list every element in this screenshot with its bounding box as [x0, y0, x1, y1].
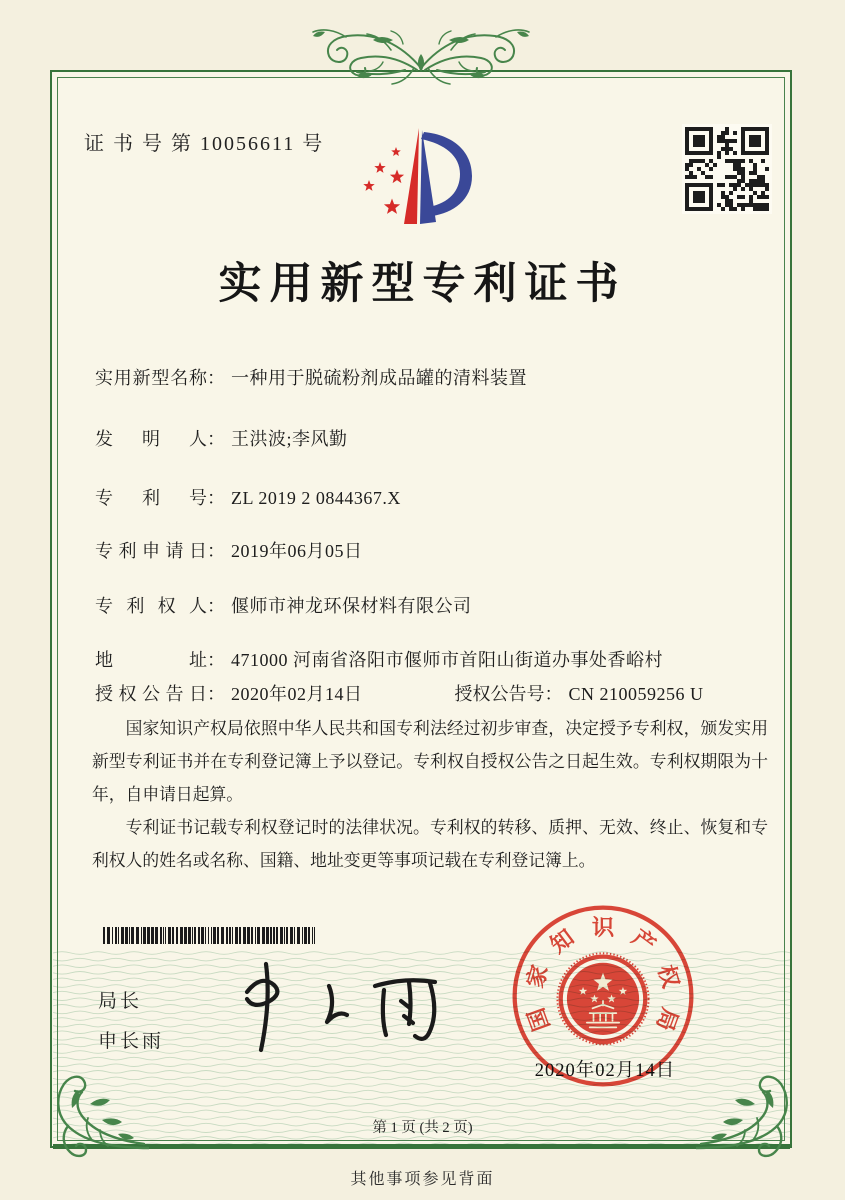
top-flourish-ornament-icon	[291, 10, 551, 94]
signer-title: 局长	[98, 991, 143, 1012]
corner-flourish-right-icon	[696, 1064, 801, 1164]
field-row-inventor	[95, 425, 348, 451]
field-label: 授权公告号	[454, 684, 545, 704]
field-value: 一种用于脱硫粉剂成品罐的清料装置	[231, 368, 527, 388]
field-colon: ：	[207, 650, 225, 670]
field-colon: ：	[544, 684, 563, 704]
field-label: 发明人	[95, 429, 207, 449]
back-side-note: 其他事项参见背面	[350, 1171, 495, 1188]
qr-code-icon	[682, 124, 772, 214]
field-colon: ：	[207, 429, 225, 449]
field-row-grant	[95, 680, 704, 706]
svg-text:权: 权	[653, 962, 684, 991]
field-colon: ：	[207, 596, 225, 616]
field-row-patent-no	[95, 484, 401, 510]
field-label: 专利号	[95, 488, 207, 508]
page-number: 第 1 页 (共 2 页)	[372, 1120, 473, 1136]
signer-name: 申长雨	[98, 1031, 165, 1052]
field-value: 2020年02月14日	[231, 684, 363, 704]
svg-text:家: 家	[522, 962, 553, 991]
field-row-name	[95, 364, 527, 390]
field-colon: ：	[207, 541, 225, 561]
seal-date: 2020年02月14日	[534, 1061, 676, 1081]
cnipa-logo-icon	[352, 118, 492, 236]
field-value: 偃师市神龙环保材料有限公司	[231, 596, 472, 616]
field-value: 王洪波;李风勤	[231, 429, 348, 449]
field-value: 2019年06月05日	[231, 541, 363, 561]
field-row-address	[95, 646, 663, 672]
field-colon: ：	[207, 488, 225, 508]
field-row-patentee	[95, 592, 472, 618]
certificate-number: 证 书 号 第 10056611 号	[84, 133, 325, 155]
field-label: 专利权人	[95, 596, 207, 616]
field-row-filing-date	[95, 537, 363, 563]
svg-text:识: 识	[591, 915, 615, 941]
field-value: ZL 2019 2 0844367.X	[231, 488, 401, 508]
field-label: 地址	[95, 650, 207, 670]
corner-flourish-left-icon	[44, 1064, 149, 1164]
certificate-title: 实用新型专利证书	[218, 261, 627, 308]
legal-text	[92, 712, 768, 877]
border-bottom-rule	[53, 1144, 790, 1149]
field-label: 专利申请日	[95, 541, 207, 561]
field-label: 授权公告日	[95, 684, 207, 704]
field-colon: ：	[207, 368, 225, 388]
svg-text:产: 产	[627, 924, 661, 958]
svg-text:国: 国	[523, 1004, 555, 1035]
field-label: 实用新型名称	[95, 368, 207, 388]
field-value: 471000 河南省洛阳市偃师市首阳山街道办事处香峪村	[231, 650, 663, 670]
legal-paragraph-1: 国家知识产权局依照中华人民共和国专利法经过初步审查，决定授予专利权，颁发实用新型专利证书并在专利登记簿上予以登记。专利权自授权公告之日起生效。专利权期限为十年，自申请日起算。	[92, 719, 768, 804]
svg-text:知: 知	[545, 924, 579, 958]
legal-paragraph-2: 专利证书记载专利权登记时的法律状况。专利权的转移、质押、无效、终止、恢复和专利权人的姓名或名称、国籍、地址变更等事项记载在专利登记簿上。	[92, 818, 768, 870]
svg-text:局: 局	[651, 1004, 683, 1035]
barcode-icon	[103, 927, 321, 945]
field-colon: ：	[207, 684, 225, 704]
signature-icon	[225, 956, 455, 1056]
field-value: CN 210059256 U	[568, 684, 704, 704]
